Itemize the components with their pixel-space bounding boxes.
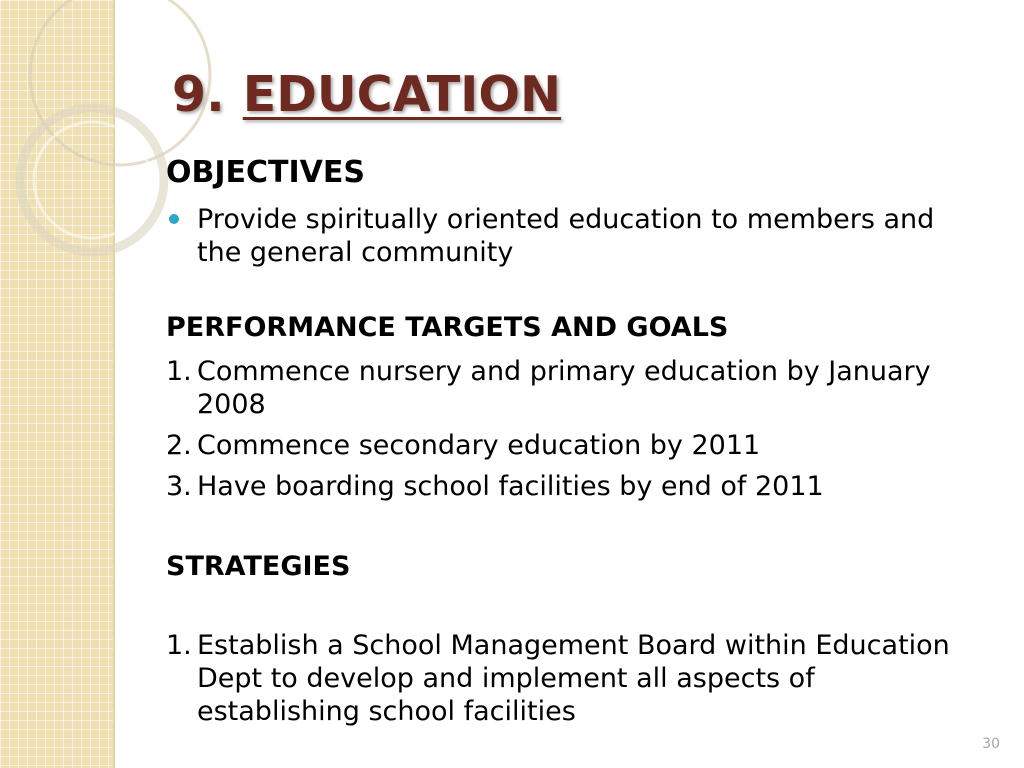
strategy-text: Establish a School Management Board within Education Dept to develop and implement all aspects of establishing school facilities — [197, 630, 950, 727]
target-text: Commence secondary education by 2011 — [197, 430, 761, 461]
strategy-number: 1. — [166, 630, 192, 661]
objectives-heading: OBJECTIVES — [166, 155, 365, 190]
strategies-heading: STRATEGIES — [166, 551, 351, 582]
target-text: Have boarding school facilities by end of 2011 — [197, 471, 824, 502]
target-number: 3. — [166, 471, 192, 502]
targets-heading: PERFORMANCE TARGETS AND GOALS — [166, 312, 729, 343]
target-number: 1. — [166, 356, 192, 387]
target-number: 2. — [166, 430, 192, 461]
slide-title — [172, 66, 561, 123]
title-number: 9. — [172, 66, 225, 123]
title-word: EDUCATION — [242, 66, 562, 123]
target-text: Commence nursery and primary education by January 2008 — [197, 356, 931, 420]
page-number: 30 — [982, 736, 1000, 752]
bullet-icon — [169, 214, 179, 224]
objective-text: Provide spiritually oriented education to members and the general community — [197, 204, 935, 268]
